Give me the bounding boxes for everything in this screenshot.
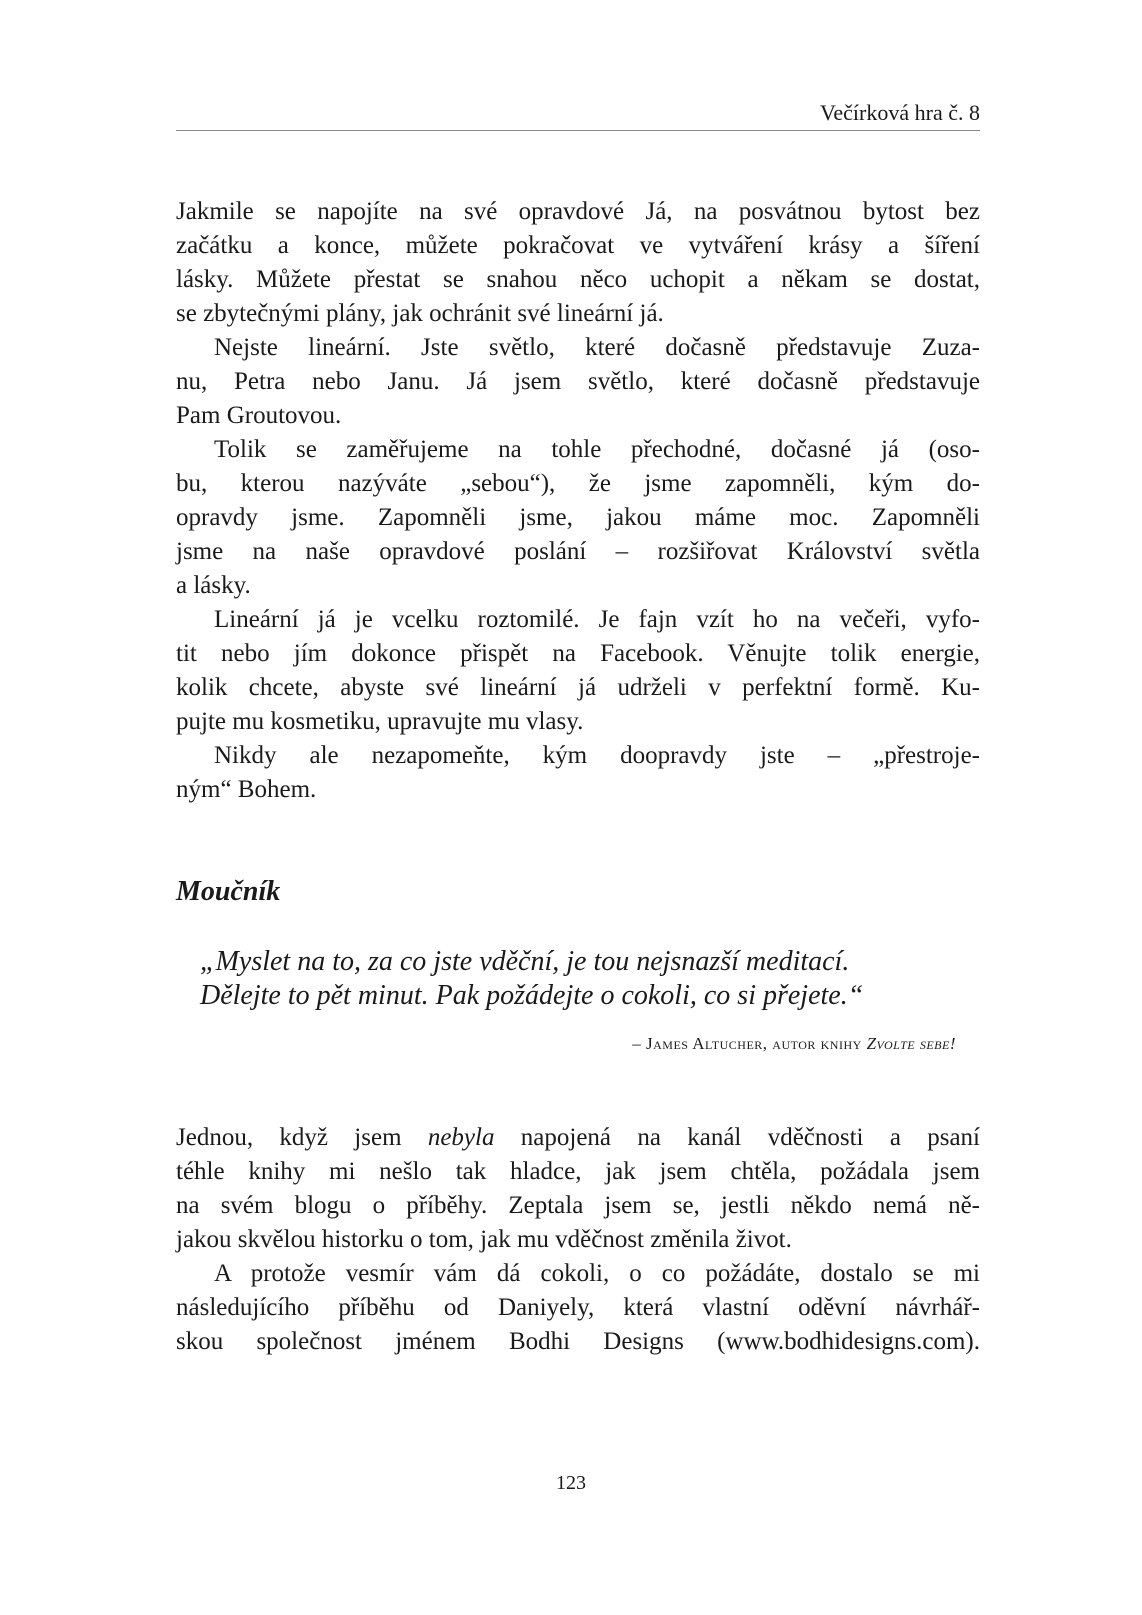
text-line: nu, Petra nebo Janu. Já jsem světlo, které dočasně představuje bbox=[176, 368, 980, 395]
text-line: se zbytečnými plány, jak ochránit své lineární já. bbox=[176, 300, 664, 327]
text-line: Tolik se zaměřujeme na tohle přechodné, dočasné já (oso- bbox=[214, 436, 980, 463]
quote-attribution bbox=[632, 1034, 956, 1054]
text-line: jsme na naše opravdové poslání – rozšiřovat Království světla bbox=[176, 538, 980, 565]
body-text-section-1 bbox=[176, 195, 980, 807]
text-line: jakou skvělou historku o tom, jak mu vděčnost změnila život. bbox=[176, 1226, 792, 1253]
text-line: Nejste lineární. Jste světlo, které dočasně představuje Zuza- bbox=[214, 334, 980, 361]
attribution-author: – James Altucher, autor knihy bbox=[632, 1034, 867, 1053]
text-line: lásky. Můžete přestat se snahou něco uchopit a někam se dostat, bbox=[176, 266, 980, 293]
text-line: začátku a konce, můžete pokračovat ve vytváření krásy a šíření bbox=[176, 232, 980, 259]
body-text-section-2 bbox=[176, 1121, 980, 1359]
epigraph-quote bbox=[200, 945, 955, 1013]
text-line: téhle knihy mi nešlo tak hladce, jak jsem chtěla, požádala jsem bbox=[176, 1158, 980, 1185]
text-line: Nikdy ale nezapomeňte, kým doopravdy jste – „přestroje- bbox=[214, 742, 980, 769]
quote-line: „Myslet na to, za co jste vděční, je tou nejsnazší meditací. bbox=[200, 946, 850, 977]
text-line: Jakmile se napojíte na své opravdové Já, na posvátnou bytost bez bbox=[176, 198, 980, 225]
text-line: Lineární já je vcelku roztomilé. Je fajn vzít ho na večeři, vyfo- bbox=[214, 606, 980, 633]
running-title: Večírková hra č. 8 bbox=[819, 100, 980, 125]
section-heading: Moučník bbox=[176, 876, 281, 907]
page-number: 123 bbox=[556, 1472, 586, 1494]
attribution-book: Zvolte sebe! bbox=[866, 1034, 956, 1053]
text-line: Pam Groutovou. bbox=[176, 402, 342, 429]
text-line: tit nebo jím dokonce přispět na Facebook. Věnujte tolik energie, bbox=[176, 640, 980, 667]
text-line: Jednou, když jsem nebyla napojená na kanál vděčnosti a psaní bbox=[176, 1124, 980, 1151]
text-line: pujte mu kosmetiku, upravujte mu vlasy. bbox=[176, 708, 584, 735]
text-line: A protože vesmír vám dá cokoli, o co požádáte, dostalo se mi bbox=[214, 1260, 980, 1287]
running-header bbox=[176, 98, 980, 131]
text-line: kolik chcete, abyste své lineární já udrželi v perfektní formě. Ku- bbox=[176, 674, 980, 701]
text-line: skou společnost jménem Bodhi Designs (www.bodhidesigns.com). bbox=[176, 1328, 980, 1355]
text-line: bu, kterou nazýváte „sebou“), že jsme zapomněli, kým do- bbox=[176, 470, 980, 497]
text-line: ným“ Bohem. bbox=[176, 776, 317, 803]
text-line: následujícího příběhu od Daniyely, která vlastní oděvní návrhář- bbox=[176, 1294, 980, 1321]
text-line: opravdy jsme. Zapomněli jsme, jakou máme moc. Zapomněli bbox=[176, 504, 980, 531]
text-line: a lásky. bbox=[176, 572, 251, 599]
text-line: na svém blogu o příběhy. Zeptala jsem se, jestli někdo nemá ně- bbox=[176, 1192, 980, 1219]
quote-line: Dělejte to pět minut. Pak požádejte o cokoli, co si přejete.“ bbox=[200, 980, 864, 1011]
